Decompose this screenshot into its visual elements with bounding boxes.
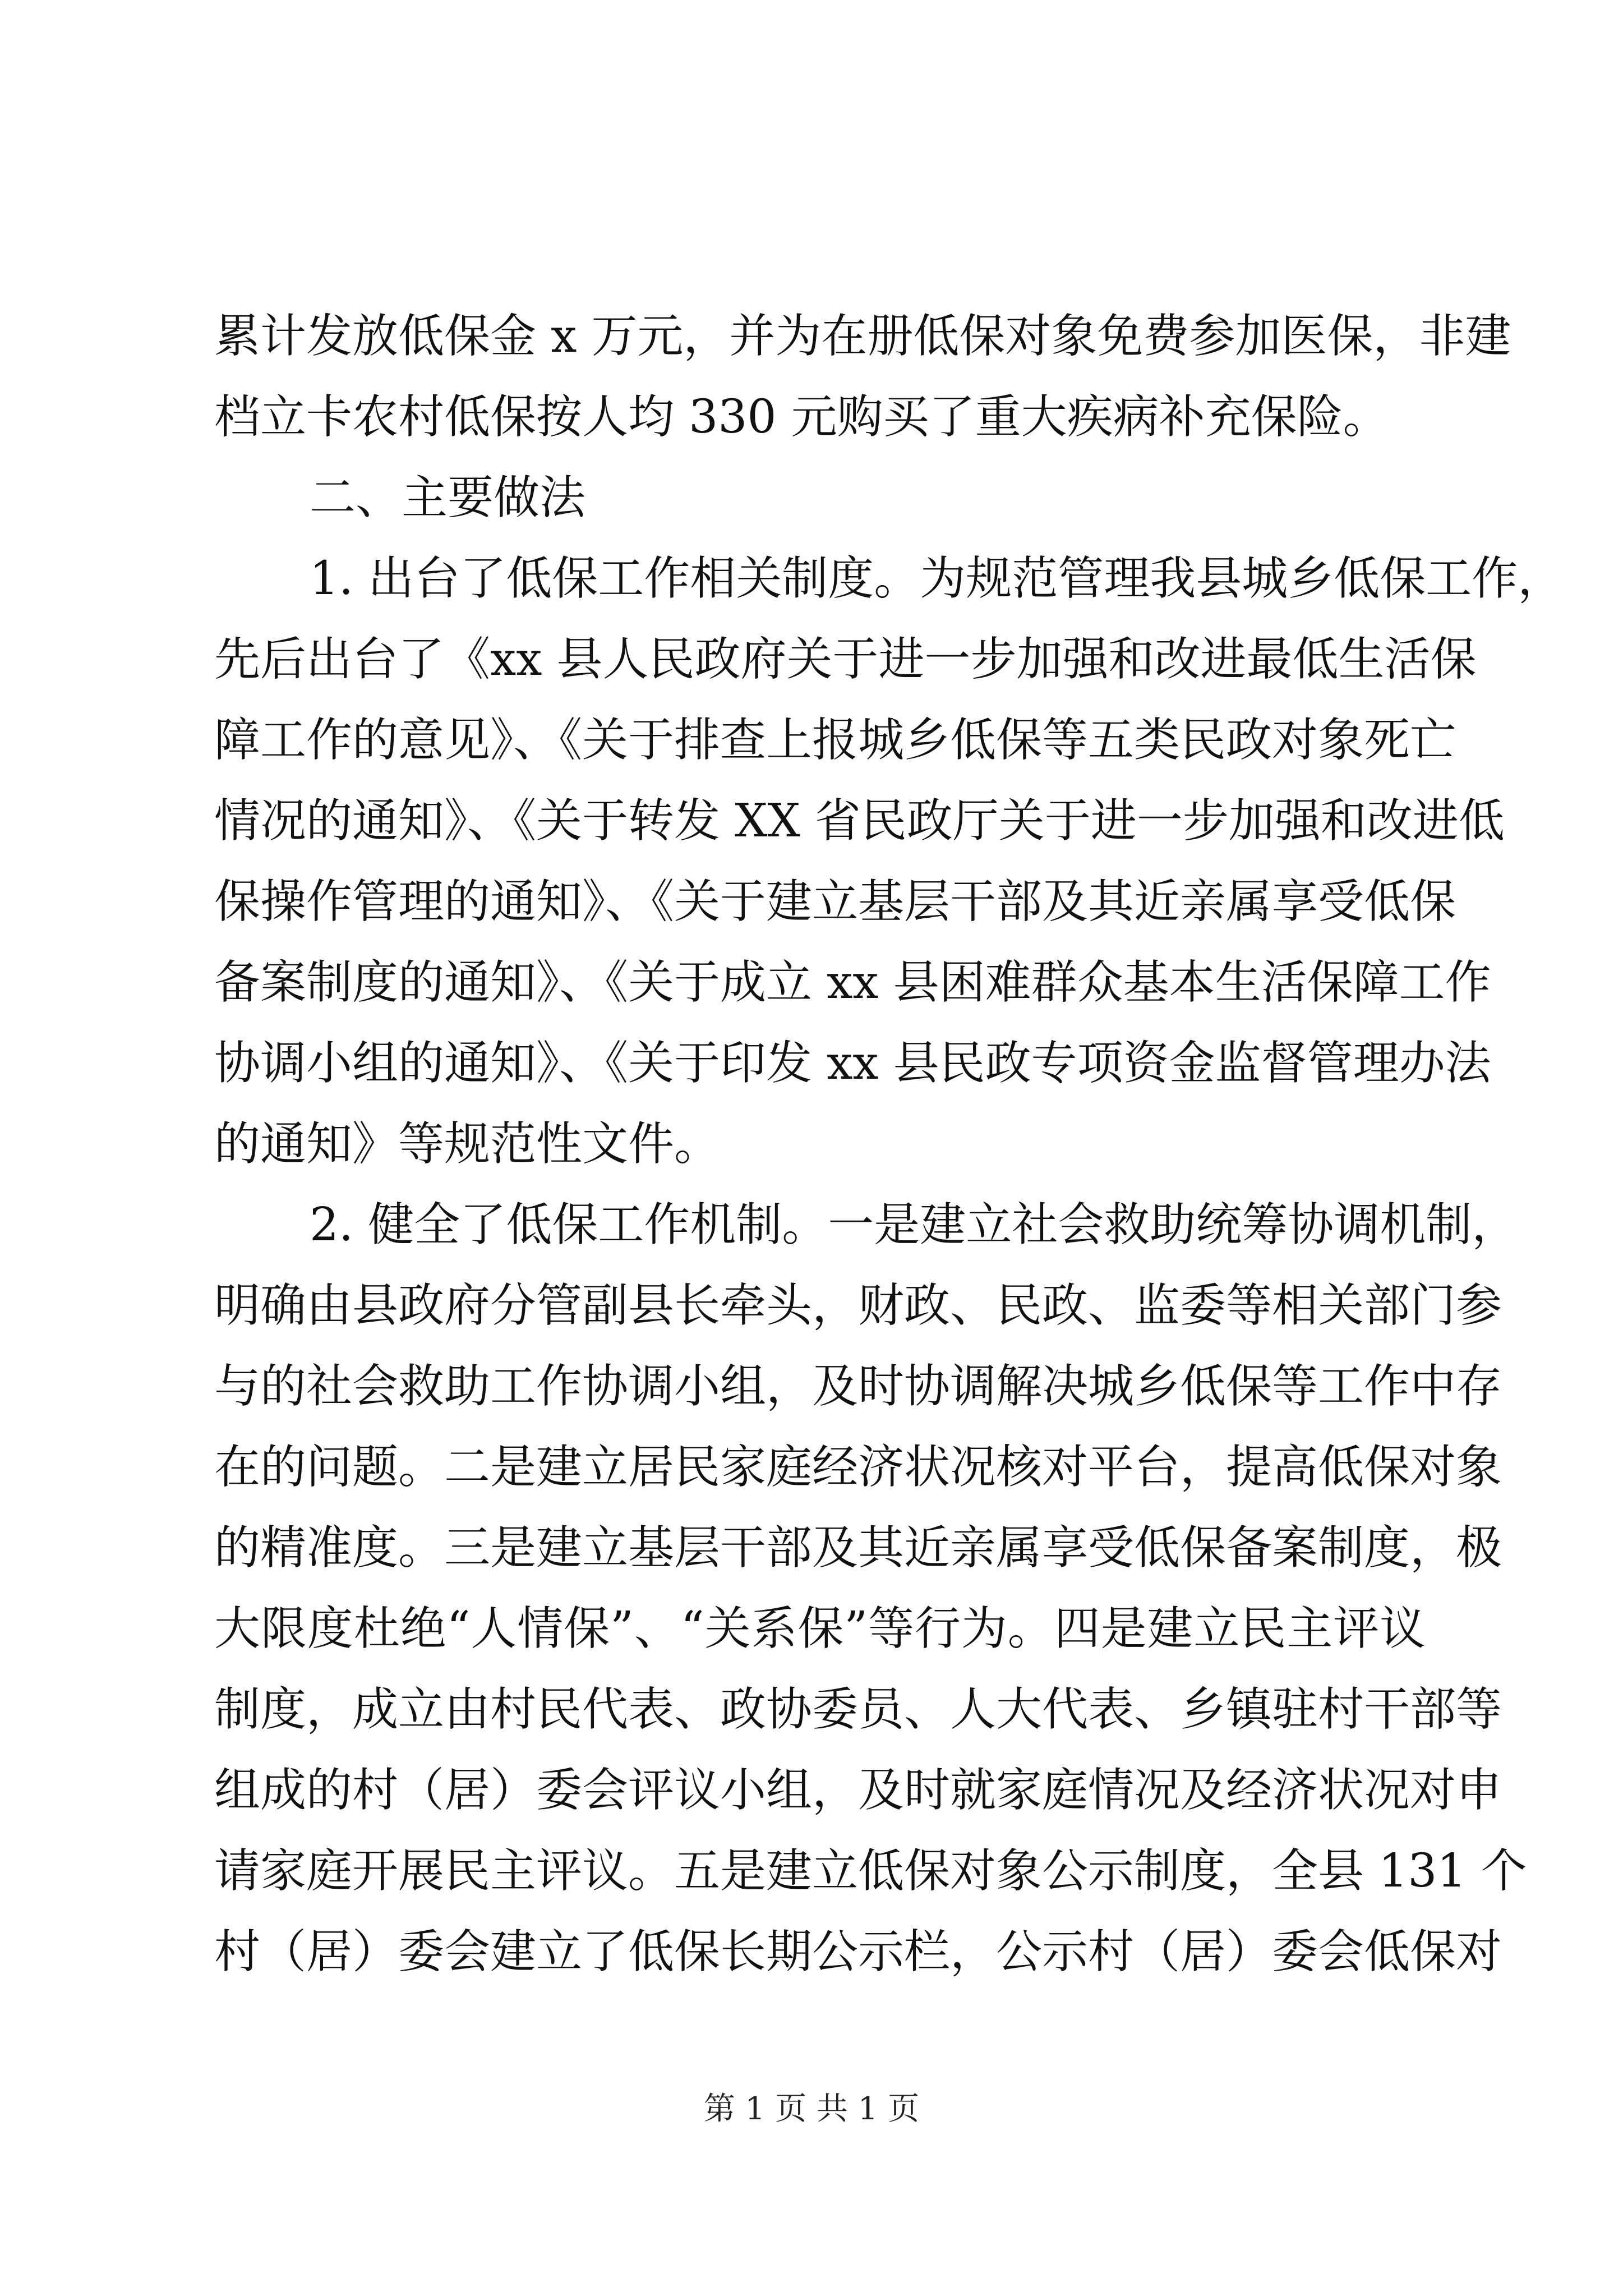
paragraph-line: 障工作的意见》、《关于排查上报城乡低保等五类民政对象死亡 (214, 714, 1456, 767)
paragraph-line: 先后出台了《xx 县人民政府关于进一步加强和改进最低生活保 (214, 633, 1477, 686)
paragraph-line: 保操作管理的通知》、《关于建立基层干部及其近亲属享受低保 (214, 875, 1456, 928)
paragraph-line: 村（居）委会建立了低保长期公示栏，公示村（居）委会低保对 (214, 1925, 1502, 1978)
paragraph-line: 明确由县政府分管副县长牵头，财政、民政、监委等相关部门参 (214, 1279, 1502, 1332)
paragraph-line: 2. 健全了低保工作机制。一是建立社会救助统筹协调机制， (310, 1198, 1518, 1251)
paragraph-line: 组成的村（居）委会评议小组，及时就家庭情况及经济状况对申 (214, 1764, 1502, 1817)
paragraph-line: 档立卡农村低保按人均 330 元购买了重大疾病补充保险。 (214, 390, 1389, 444)
page-footer (0, 2090, 1623, 2129)
page-number-label: 第 1 页 共 1 页 (703, 2091, 920, 2127)
paragraph-line: 的通知》等规范性文件。 (214, 1117, 721, 1171)
paragraph-line: 请家庭开展民主评议。五是建立低保对象公示制度，全县 131 个 (214, 1844, 1527, 1898)
paragraph-line: 备案制度的通知》、《关于成立 xx 县困难群众基本生活保障工作 (214, 956, 1491, 1009)
paragraph-line: 协调小组的通知》、《关于印发 xx 县民政专项资金监督管理办法 (214, 1037, 1491, 1090)
paragraph-line: 1. 出台了低保工作相关制度。为规范管理我县城乡低保工作， (310, 552, 1564, 605)
paragraph-line: 制度，成立由村民代表、政协委员、人大代表、乡镇驻村干部等 (214, 1683, 1502, 1736)
paragraph-line: 的精准度。三是建立基层干部及其近亲属享受低保备案制度，极 (214, 1521, 1502, 1575)
section-heading: 二、主要做法 (310, 471, 586, 524)
document-body (214, 296, 1564, 1993)
paragraph-line: 与的社会救助工作协调小组，及时协调解决城乡低保等工作中存 (214, 1360, 1502, 1413)
paragraph-line: 在的问题。二是建立居民家庭经济状况核对平台，提高低保对象 (214, 1441, 1502, 1494)
paragraph-line: 累计发放低保金 x 万元，并为在册低保对象免费参加医保，非建 (214, 310, 1511, 363)
paragraph-line: 大限度杜绝“人情保”、“关系保”等行为。四是建立民主评议 (214, 1602, 1426, 1655)
paragraph-line: 情况的通知》、《关于转发 XX 省民政厅关于进一步加强和改进低 (214, 794, 1505, 848)
